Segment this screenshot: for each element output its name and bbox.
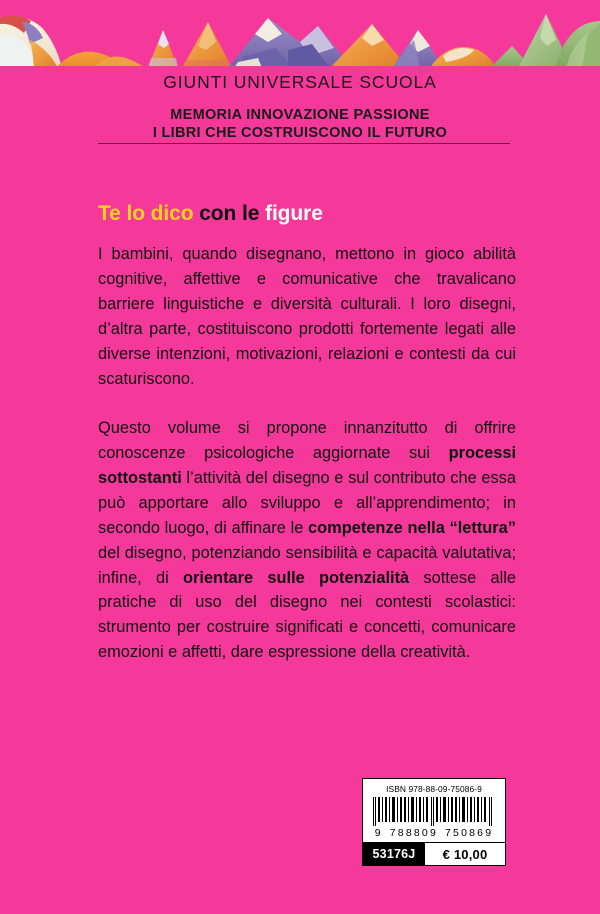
book-title-part-1: Te lo dico xyxy=(98,202,194,225)
barcode-digits xyxy=(363,827,505,839)
barcode-digit-group-2: 788809 xyxy=(389,827,439,839)
product-code: 53176J xyxy=(363,843,425,865)
tagline-line-2: I LIBRI CHE COSTRUISCONO IL FUTURO xyxy=(152,124,448,141)
blurb-p2-seg-2: l’attività del disegno e sul contributo che essa può apportare allo sviluppo e all’apprendimento; in secondo luogo, di affinare le xyxy=(98,468,516,537)
tagline-block xyxy=(0,107,600,142)
publisher-header xyxy=(0,72,600,142)
blurb-paragraph-2 xyxy=(98,416,516,665)
blurb-p2-seg-3: del disegno, potenziando sensibilità e capacità valutativa; infine, di xyxy=(98,543,516,587)
blurb-p2-seg-1: Questo volume si propone innanzitutto di offrire conoscenze psicologiche aggiornate sui xyxy=(98,418,516,462)
tagline-line-1: MEMORIA INNOVAZIONE PASSIONE xyxy=(170,107,430,123)
header-divider-rule xyxy=(98,143,510,144)
book-title-part-2: con le xyxy=(199,202,260,225)
blurb-block xyxy=(98,201,516,665)
barcode-digit-group-3: 750869 xyxy=(445,827,494,839)
price-value: € 10,00 xyxy=(425,843,505,865)
barcode-bars-icon xyxy=(371,797,497,826)
mountain-artwork-banner xyxy=(0,0,600,68)
book-title-part-3: figure xyxy=(265,202,323,225)
isbn-label: ISBN 978-88-09-75086-9 xyxy=(386,784,482,794)
book-title xyxy=(98,201,516,227)
blurb-p2-seg-4: sottese alle pratiche di uso del disegno nei contesti scolastici: strumento per costruire significati e concetti, comunicare emozioni e affetti, dare espressione della creatività. xyxy=(98,568,517,662)
imprint-name: GIUNTI UNIVERSALE SCUOLA xyxy=(163,72,437,92)
blurb-p2-bold-1: processi sottostanti xyxy=(98,443,516,487)
blurb-p2-bold-2: competenze nella “lettura” xyxy=(308,518,516,537)
barcode-digit-group-1: 9 xyxy=(374,827,383,839)
blurb-paragraph-1: I bambini, quando disegnano, mettono in gioco abilità cognitive, affettive e comunicative che travalicano barriere linguistiche e diversità culturali. I loro disegni, d’altra parte, costituiscono prodotti fortemente legati alle diverse intenzioni, motivazioni, relazioni e contesti da cui scaturiscono. xyxy=(98,245,516,388)
mountain-artwork-svg xyxy=(0,0,600,68)
blurb-p2-bold-3: orientare sulle potenzialità xyxy=(183,568,410,587)
price-bar xyxy=(363,842,505,865)
barcode-block xyxy=(362,778,506,866)
